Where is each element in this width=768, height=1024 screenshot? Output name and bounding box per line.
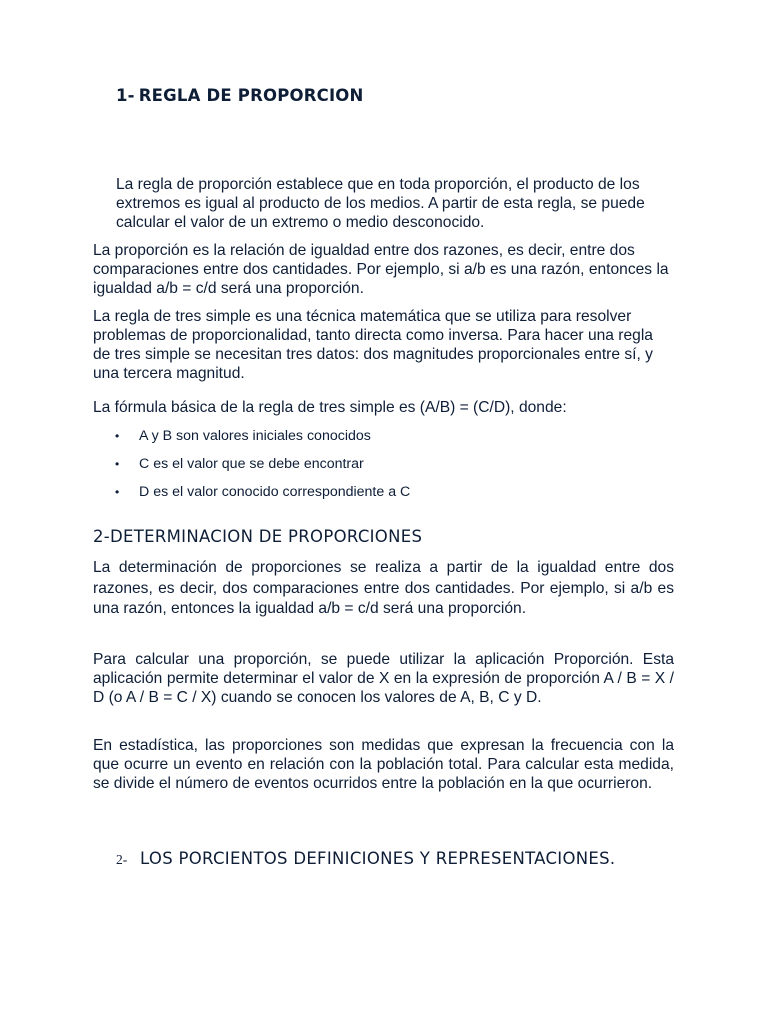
section-2-heading: 2-DETERMINACION DE PROPORCIONES: [93, 527, 423, 546]
section-2-paragraph-3: En estadística, las proporciones son medidas que expresan la frecuencia con la que ocurre un evento en relación con la población total. Para calcular esta medida, se divide el número de eventos ocurridos entre la población en la que ocurrieron.: [93, 737, 674, 792]
bullet-icon: •: [115, 457, 120, 471]
section-2-paragraph-2: Para calcular una proporción, se puede utilizar la aplicación Proporción. Esta aplicación permite determinar el valor de X en la expresión de proporción A / B = X / D (o A / B = C / X) cuando se conocen los valores de A, B, C y D.: [93, 651, 674, 706]
section-1-paragraph-4: La fórmula básica de la regla de tres simple es (A/B) = (C/D), donde:: [93, 399, 567, 416]
section-1-paragraph-3: La regla de tres simple es una técnica matemática que se utiliza para resolver problemas de proporcionalidad, tanto directa como inversa. Para hacer una regla de tres simple se necesitan tres datos: dos magnitudes proporcionales entre sí, y una tercera magnitud.: [93, 308, 653, 382]
section-1-paragraph-2: La proporción es la relación de igualdad entre dos razones, es decir, entre dos comparaciones entre dos cantidades. Por ejemplo, si a/b es una razón, entonces la igualdad a/b = c/d será una proporción.: [93, 242, 669, 297]
section-1-intro-paragraph: La regla de proporción establece que en toda proporción, el producto de los extremos es igual al producto de los medios. A partir de esta regla, se puede calcular el valor de un extremo o medio desconocido.: [116, 176, 645, 231]
bullet-icon: •: [115, 429, 120, 443]
section-3-number: 2-: [116, 852, 128, 867]
section-1-heading: [116, 86, 364, 105]
list-item-text: A y B son valores iniciales conocidos: [139, 428, 371, 444]
bullet-icon: •: [115, 485, 120, 499]
section-3-heading: [116, 849, 615, 869]
section-1-number: 1-: [116, 86, 135, 105]
section-1-title: REGLA DE PROPORCION: [138, 86, 364, 105]
list-item-text: C es el valor que se debe encontrar: [139, 456, 364, 472]
list-item: [93, 426, 653, 454]
section-2-paragraph-1: La determinación de proporciones se realiza a partir de la igualdad entre dos razones, es decir, dos comparaciones entre dos cantidades. Por ejemplo, si a/b es una razón, entonces la igualdad a/b = c/d será una proporción.: [93, 559, 674, 617]
list-item-text: D es el valor conocido correspondiente a C: [139, 484, 411, 500]
formula-bullet-list: [93, 426, 653, 510]
section-3-title: LOS PORCIENTOS DEFINICIONES Y REPRESENTACIONES.: [140, 849, 616, 868]
list-item: [93, 482, 653, 510]
list-item: [93, 454, 653, 482]
